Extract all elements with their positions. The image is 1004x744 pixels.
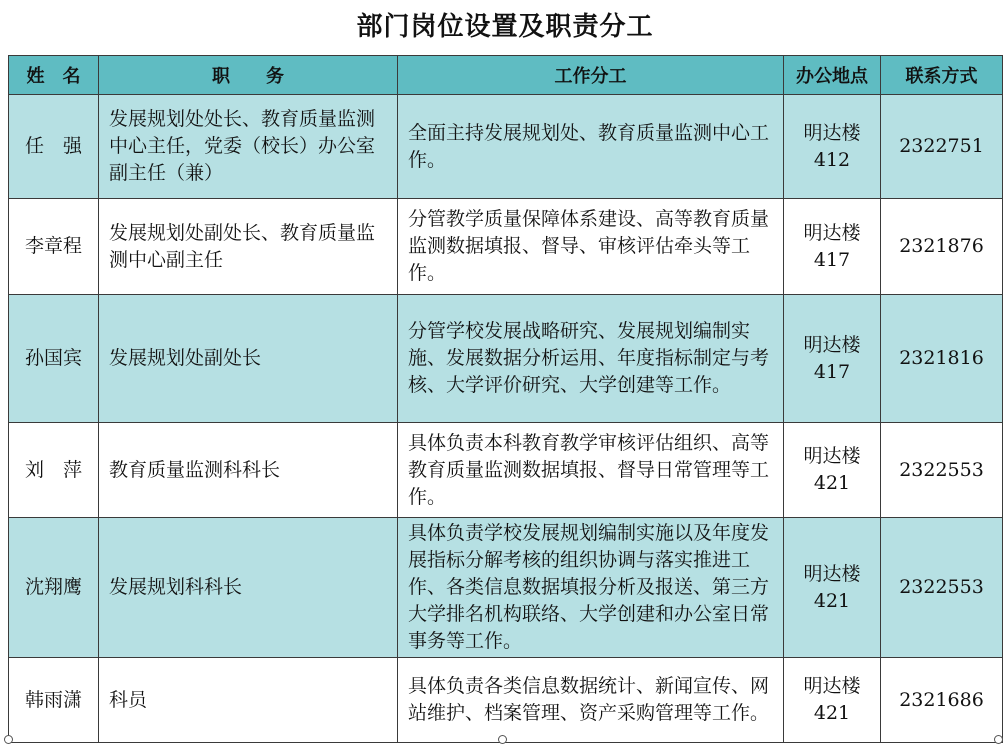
cell-name: 孙国宾 bbox=[9, 295, 99, 423]
cell-duty: 分管教学质量保障体系建设、高等教育质量监测数据填报、督导、审核评估牵头等工作。 bbox=[398, 199, 784, 295]
cell-position: 发展规划处副处长、教育质量监测中心副主任 bbox=[99, 199, 398, 295]
table-row bbox=[9, 199, 1003, 295]
office-building: 明达楼 bbox=[803, 675, 861, 697]
office-building: 明达楼 bbox=[803, 121, 861, 144]
page-title: 部门岗位设置及职责分工 bbox=[356, 12, 654, 42]
cell-name: 任 强 bbox=[9, 95, 99, 199]
office-room: 421 bbox=[813, 702, 851, 724]
header-name: 姓 名 bbox=[9, 56, 99, 95]
table-header-row bbox=[9, 56, 1003, 95]
cell-position: 教育质量监测科科长 bbox=[99, 423, 398, 518]
cell-duty: 具体负责各类信息数据统计、新闻宣传、网站维护、档案管理、资产采购管理等工作。 bbox=[398, 658, 784, 743]
cell-phone: 2321876 bbox=[881, 199, 1003, 295]
cell-name: 韩雨潇 bbox=[9, 658, 99, 743]
cell-position: 发展规划处副处长 bbox=[99, 295, 398, 423]
table-row bbox=[9, 658, 1003, 743]
cell-phone: 2321686 bbox=[881, 658, 1003, 743]
office-room: 412 bbox=[813, 148, 851, 171]
office-room: 417 bbox=[813, 248, 851, 271]
resize-handle-bottom-right[interactable] bbox=[994, 735, 1003, 744]
cell-phone: 2322553 bbox=[881, 518, 1003, 658]
office-building: 明达楼 bbox=[803, 562, 861, 585]
table-row bbox=[9, 423, 1003, 518]
header-duty: 工作分工 bbox=[398, 56, 784, 95]
cell-office bbox=[784, 95, 881, 199]
office-building: 明达楼 bbox=[803, 333, 861, 356]
cell-position: 发展规划科科长 bbox=[99, 518, 398, 658]
resize-handle-bottom-left[interactable] bbox=[4, 735, 13, 744]
cell-duty: 分管学校发展战略研究、发展规划编制实施、发展数据分析运用、年度指标制定与考核、大学评价研究、大学创建等工作。 bbox=[398, 295, 784, 423]
header-office: 办公地点 bbox=[784, 56, 881, 95]
cell-office bbox=[784, 518, 881, 658]
office-building: 明达楼 bbox=[803, 445, 861, 467]
cell-office bbox=[784, 658, 881, 743]
office-building: 明达楼 bbox=[803, 221, 861, 244]
table-row bbox=[9, 95, 1003, 199]
office-room: 417 bbox=[813, 360, 851, 383]
cell-name: 沈翔鹰 bbox=[9, 518, 99, 658]
cell-duty: 全面主持发展规划处、教育质量监测中心工作。 bbox=[398, 95, 784, 199]
cell-position: 发展规划处处长、教育质量监测中心主任，党委（校长）办公室副主任（兼） bbox=[99, 95, 398, 199]
cell-office bbox=[784, 199, 881, 295]
staff-table bbox=[8, 55, 1003, 743]
table-row bbox=[9, 295, 1003, 423]
cell-name: 李章程 bbox=[9, 199, 99, 295]
resize-handle-bottom-center[interactable] bbox=[498, 735, 507, 744]
table-row bbox=[9, 518, 1003, 658]
office-room: 421 bbox=[813, 589, 851, 612]
document-sheet bbox=[8, 0, 1002, 744]
cell-name: 刘 萍 bbox=[9, 423, 99, 518]
cell-phone: 2322553 bbox=[881, 423, 1003, 518]
cell-position: 科员 bbox=[99, 658, 398, 743]
cell-duty: 具体负责学校发展规划编制实施以及年度发展指标分解考核的组织协调与落实推进工作、各类信息数据填报分析及报送、第三方大学排名机构联络、大学创建和办公室日常事务等工作。 bbox=[398, 518, 784, 658]
header-phone: 联系方式 bbox=[881, 56, 1003, 95]
cell-office bbox=[784, 295, 881, 423]
cell-phone: 2322751 bbox=[881, 95, 1003, 199]
office-room: 421 bbox=[813, 472, 851, 494]
cell-phone: 2321816 bbox=[881, 295, 1003, 423]
header-position: 职 务 bbox=[99, 56, 398, 95]
cell-duty: 具体负责本科教育教学审核评估组织、高等教育质量监测数据填报、督导日常管理等工作。 bbox=[398, 423, 784, 518]
cell-office bbox=[784, 423, 881, 518]
